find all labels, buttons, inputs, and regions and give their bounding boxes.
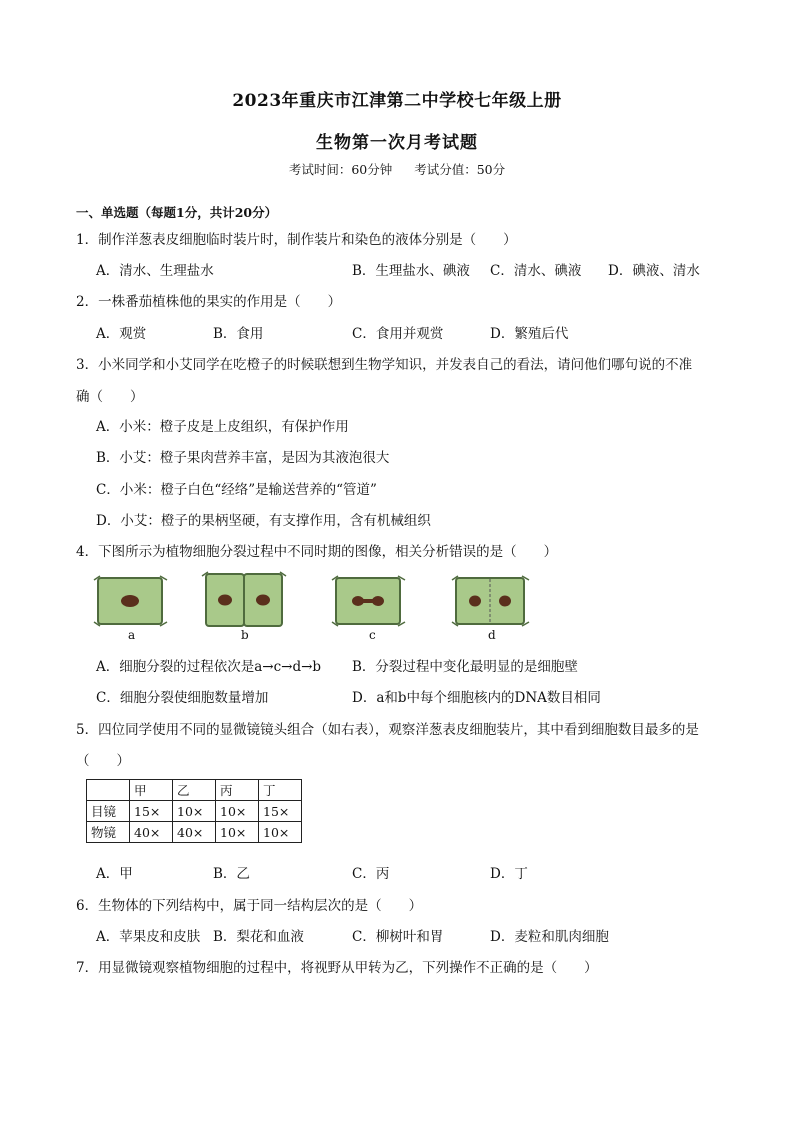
exam-score: 考试分值：50分 bbox=[414, 162, 506, 177]
exam-title: 2023年重庆市江津第二中学校七年级上册 bbox=[232, 91, 562, 111]
q2-option-a: A．观赏 bbox=[96, 326, 147, 342]
cell-b-image bbox=[202, 572, 286, 626]
q6-option-b: B．梨花和血液 bbox=[213, 929, 304, 945]
table-header-cell: 丁 bbox=[259, 780, 302, 801]
q2-option-b: B．食用 bbox=[213, 326, 264, 342]
table-cell: 40× bbox=[130, 822, 173, 843]
table-cell: 10× bbox=[216, 822, 259, 843]
q5-option-c: C．丙 bbox=[352, 866, 390, 882]
table-row bbox=[87, 822, 302, 843]
q3-option-c: C．小米：橙子白色“经络”是输送营养的“管道” bbox=[96, 482, 377, 498]
question-3-stem: 3．小米同学和小艾同学在吃橙子的时候联想到生物学知识，并发表自己的看法，请问他们哪句说的不准 bbox=[76, 357, 693, 373]
question-3-stem-cont: 确（ ） bbox=[76, 389, 144, 405]
figure-label-a: a bbox=[128, 628, 136, 642]
section-title: 一、单选题（每题1分，共计20分） bbox=[76, 205, 278, 220]
q3-option-a: A．小米：橙子皮是上皮组织，有保护作用 bbox=[96, 419, 349, 435]
question-5-stem-cont: （ ） bbox=[76, 753, 130, 769]
q1-option-a: A．清水、生理盐水 bbox=[96, 263, 214, 279]
figure-label-d: d bbox=[488, 628, 496, 642]
q1-option-b: B．生理盐水、碘液 bbox=[352, 263, 470, 279]
question-4-stem: 4．下图所示为植物细胞分裂过程中不同时期的图像，相关分析错误的是（ ） bbox=[76, 544, 558, 560]
q6-option-d: D．麦粒和肌肉细胞 bbox=[490, 929, 609, 945]
q6-option-a: A．苹果皮和皮肤 bbox=[96, 929, 201, 945]
exam-meta bbox=[0, 160, 794, 178]
q5-option-b: B．乙 bbox=[213, 866, 250, 882]
table-row bbox=[87, 801, 302, 822]
table-cell: 物镜 bbox=[87, 822, 130, 843]
table-cell: 40× bbox=[173, 822, 216, 843]
q1-option-c: C．清水、碘液 bbox=[490, 263, 582, 279]
exam-subtitle: 生物第一次月考试题 bbox=[316, 133, 478, 153]
cell-a-image bbox=[94, 576, 167, 626]
table-cell: 目镜 bbox=[87, 801, 130, 822]
table-cell: 10× bbox=[216, 801, 259, 822]
q4-option-c: C．细胞分裂使细胞数量增加 bbox=[96, 690, 269, 706]
table-header-cell: 乙 bbox=[173, 780, 216, 801]
figure-label-c: c bbox=[369, 628, 376, 642]
q5-option-d: D．丁 bbox=[490, 866, 528, 882]
cell-d-image bbox=[452, 576, 529, 626]
table-header-cell: 甲 bbox=[130, 780, 173, 801]
question-6-stem: 6．生物体的下列结构中，属于同一结构层次的是（ ） bbox=[76, 898, 423, 914]
question-5-stem: 5．四位同学使用不同的显微镜镜头组合（如右表），观察洋葱表皮细胞装片，其中看到细胞数目最多的是 bbox=[76, 722, 699, 738]
exam-time: 考试时间：60分钟 bbox=[288, 162, 393, 177]
q2-option-d: D．繁殖后代 bbox=[490, 326, 569, 342]
q4-option-d: D．a和b中每个细胞核内的DNA数目相同 bbox=[352, 690, 601, 706]
question-1-stem: 1．制作洋葱表皮细胞临时装片时，制作装片和染色的液体分别是（ ） bbox=[76, 232, 517, 248]
q3-option-d: D．小艾：橙子的果柄坚硬，有支撑作用，含有机械组织 bbox=[96, 513, 431, 529]
cell-division-figure bbox=[92, 570, 532, 650]
microscope-lens-table bbox=[86, 779, 302, 843]
table-header-cell bbox=[87, 780, 130, 801]
q3-option-b: B．小艾：橙子果肉营养丰富，是因为其液泡很大 bbox=[96, 450, 390, 466]
table-cell: 15× bbox=[130, 801, 173, 822]
cell-c-image bbox=[332, 576, 405, 626]
table-header-cell: 丙 bbox=[216, 780, 259, 801]
table-cell: 15× bbox=[259, 801, 302, 822]
figure-label-b: b bbox=[241, 628, 249, 642]
q4-option-b: B．分裂过程中变化最明显的是细胞壁 bbox=[352, 659, 578, 675]
table-header-row bbox=[87, 780, 302, 801]
q5-option-a: A．甲 bbox=[96, 866, 133, 882]
question-2-stem: 2．一株番茄植株他的果实的作用是（ ） bbox=[76, 294, 342, 310]
q4-option-a: A．细胞分裂的过程依次是a→c→d→b bbox=[96, 659, 322, 675]
q2-option-c: C．食用并观赏 bbox=[352, 326, 444, 342]
table-cell: 10× bbox=[259, 822, 302, 843]
table-cell: 10× bbox=[173, 801, 216, 822]
q1-option-d: D．碘液、清水 bbox=[608, 263, 700, 279]
question-7-stem: 7．用显微镜观察植物细胞的过程中，将视野从甲转为乙，下列操作不正确的是（ ） bbox=[76, 960, 598, 976]
q6-option-c: C．柳树叶和胃 bbox=[352, 929, 444, 945]
